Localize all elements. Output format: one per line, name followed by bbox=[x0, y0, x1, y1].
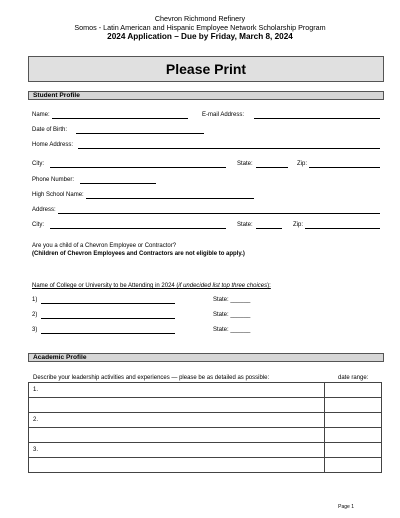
college-prompt: Name of College or University to be Attending in 2024 (if undecided list top three choices): bbox=[32, 283, 271, 289]
college-3-num: 3) bbox=[32, 327, 38, 333]
chevron-eligibility-note: (Children of Chevron Employees and Contractors are not eligible to apply.) bbox=[32, 251, 245, 257]
date-cell[interactable] bbox=[325, 383, 382, 398]
state2-label: State: bbox=[237, 222, 253, 228]
student-profile-header: Student Profile bbox=[28, 91, 384, 100]
leadership-table bbox=[28, 382, 382, 473]
table-row[interactable] bbox=[29, 413, 382, 428]
city2-label: City: bbox=[32, 222, 44, 228]
address-field[interactable] bbox=[58, 213, 380, 214]
zip2-label: Zip: bbox=[293, 222, 304, 228]
academic-profile-header: Academic Profile bbox=[28, 353, 384, 362]
activity-cell[interactable] bbox=[29, 428, 325, 443]
state2-field[interactable] bbox=[256, 228, 282, 229]
phone-field[interactable] bbox=[80, 183, 156, 184]
zip-field[interactable] bbox=[309, 167, 380, 168]
college-3-field[interactable] bbox=[41, 333, 175, 334]
activity-cell[interactable] bbox=[29, 458, 325, 473]
leadership-prompt: Describe your leadership activities and experiences — please be as detailed as possible: bbox=[33, 375, 270, 381]
name-label: Name: bbox=[32, 112, 50, 118]
city2-field[interactable] bbox=[50, 228, 226, 229]
table-row[interactable] bbox=[29, 398, 382, 413]
dob-label: Date of Birth: bbox=[32, 127, 68, 133]
college-1-field[interactable] bbox=[41, 303, 175, 304]
email-label: E-mail Address: bbox=[202, 112, 245, 118]
college-1-state[interactable]: State: ______ bbox=[213, 297, 251, 303]
please-print-banner: Please Print bbox=[28, 56, 384, 82]
date-cell[interactable] bbox=[325, 443, 382, 458]
dob-field[interactable] bbox=[76, 133, 204, 134]
activity-cell[interactable]: 3. bbox=[29, 443, 325, 458]
date-cell[interactable] bbox=[325, 428, 382, 443]
phone-label: Phone Number: bbox=[32, 177, 75, 183]
table-row[interactable] bbox=[29, 443, 382, 458]
table-row[interactable] bbox=[29, 428, 382, 443]
college-2-field[interactable] bbox=[41, 318, 175, 319]
zip-label: Zip: bbox=[297, 161, 308, 167]
college-3-state[interactable]: State: ______ bbox=[213, 327, 251, 333]
table-row[interactable] bbox=[29, 383, 382, 398]
city-field[interactable] bbox=[50, 167, 226, 168]
date-cell[interactable] bbox=[325, 458, 382, 473]
activity-cell[interactable]: 2. bbox=[29, 413, 325, 428]
email-field[interactable] bbox=[254, 118, 380, 119]
page-number: Page 1 bbox=[338, 504, 354, 510]
college-1-num: 1) bbox=[32, 297, 38, 303]
zip2-field[interactable] bbox=[305, 228, 380, 229]
home-address-field[interactable] bbox=[78, 148, 380, 149]
table-row[interactable] bbox=[29, 458, 382, 473]
date-cell[interactable] bbox=[325, 398, 382, 413]
date-cell[interactable] bbox=[325, 413, 382, 428]
city-label: City: bbox=[32, 161, 44, 167]
activity-cell[interactable]: 1. bbox=[29, 383, 325, 398]
activity-cell[interactable] bbox=[29, 398, 325, 413]
program-name: Somos - Latin American and Hispanic Employee Network Scholarship Program bbox=[74, 23, 326, 32]
state-label: State: bbox=[237, 161, 253, 167]
high-school-field[interactable] bbox=[86, 198, 254, 199]
org-name: Chevron Richmond Refinery bbox=[154, 14, 246, 23]
high-school-label: High School Name: bbox=[32, 192, 84, 198]
date-range-label: date range: bbox=[338, 375, 369, 381]
state-field[interactable] bbox=[256, 167, 288, 168]
address-label: Address: bbox=[32, 207, 56, 213]
application-title: 2024 Application – Due by Friday, March 8, 2024 bbox=[107, 32, 293, 41]
college-2-state[interactable]: State: ______ bbox=[213, 312, 251, 318]
home-address-label: Home Address: bbox=[32, 142, 74, 148]
college-2-num: 2) bbox=[32, 312, 38, 318]
name-field[interactable] bbox=[52, 118, 188, 119]
chevron-question: Are you a child of a Chevron Employee or Contractor? bbox=[32, 243, 177, 249]
